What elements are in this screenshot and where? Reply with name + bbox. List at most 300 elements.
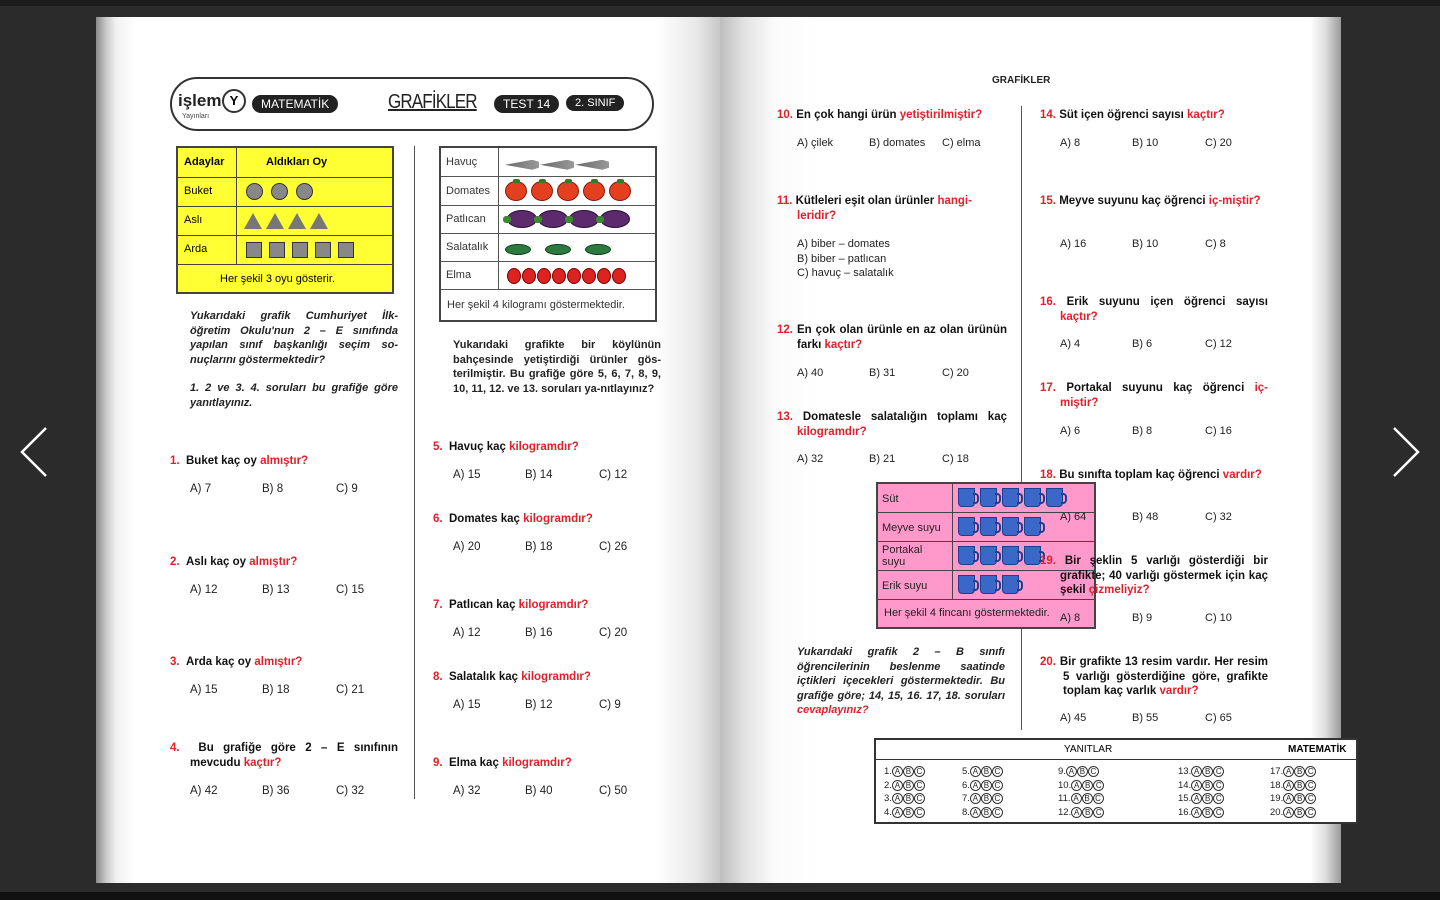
- candidate-name: Aslı: [184, 214, 203, 226]
- answer-bubble[interactable]: C: [1305, 793, 1316, 804]
- option-c: C) 18: [942, 453, 969, 465]
- option-b: B) 18: [525, 541, 553, 553]
- question-number: 10.: [777, 109, 793, 121]
- answer-sheet-title: YANITLAR: [1064, 744, 1113, 755]
- question-number: 3.: [170, 656, 180, 668]
- answer-bubble[interactable]: C: [914, 793, 925, 804]
- square-shapes: [246, 242, 361, 263]
- option-c: C) 65: [1205, 712, 1232, 724]
- cucumber-icon: [545, 244, 571, 255]
- option-c: C) havuç – salatalık: [797, 267, 894, 279]
- option-b: B) 8: [1132, 425, 1153, 437]
- cup-icon: [1046, 488, 1063, 507]
- triangle-icon: [266, 213, 284, 229]
- tomato-icon: [505, 181, 527, 201]
- option-a: A) 40: [797, 367, 824, 379]
- triangle-icon: [288, 213, 306, 229]
- question-number: 8.: [433, 671, 443, 683]
- produce-row: [441, 206, 655, 234]
- answer-bubble[interactable]: C: [1093, 793, 1104, 804]
- answer-number: 9.: [1058, 766, 1066, 777]
- question-text: Bu sınıfta toplam kaç öğrenci: [1059, 469, 1223, 481]
- answer-bubble[interactable]: A: [1191, 807, 1202, 818]
- option-a: A) 15: [190, 684, 218, 696]
- answer-bubble[interactable]: C: [914, 780, 925, 791]
- answer-bubble[interactable]: C: [1305, 766, 1316, 777]
- question-text: Domates kaç: [448, 513, 524, 525]
- option-c: C) 26: [599, 541, 628, 553]
- answer-bubble[interactable]: B: [1294, 793, 1305, 804]
- option-a: A) 32: [453, 785, 481, 797]
- option-b: B) 10: [1132, 238, 1159, 250]
- produce-row: [441, 234, 655, 262]
- question-number: 9.: [433, 757, 443, 769]
- option-c: C) 16: [1205, 425, 1232, 437]
- option-a: A) 8: [1060, 612, 1081, 624]
- question-keyword: vardır?: [1222, 469, 1262, 481]
- votes-instruction: 1. 2 ve 3. 4. soruları bu grafiğe göre yanıtlayınız.: [190, 382, 398, 409]
- question-keyword: yetiştirilmiştir?: [899, 109, 983, 121]
- answer-bubble[interactable]: C: [914, 807, 925, 818]
- question-keyword: kaçtır?: [1187, 109, 1225, 121]
- question-number: 14.: [1040, 109, 1056, 121]
- triangle-icon: [310, 213, 328, 229]
- test-header: [170, 77, 654, 131]
- answer-bubble[interactable]: C: [1305, 807, 1316, 818]
- apple-icon: [507, 268, 521, 284]
- answer-bubble[interactable]: B: [1202, 793, 1213, 804]
- chevron-left-icon: [22, 428, 46, 476]
- right-page-title: GRAFİKLER: [992, 75, 1051, 86]
- cup-icon: [958, 517, 975, 536]
- cucumber-icon: [505, 244, 531, 255]
- answer-bubble[interactable]: A: [1191, 793, 1202, 804]
- answer-row: [884, 806, 925, 819]
- option-a: A) 12: [190, 584, 218, 596]
- answer-bubble[interactable]: C: [992, 780, 1003, 791]
- option-b: B) 13: [262, 584, 290, 596]
- option-a: A) 16: [1060, 238, 1087, 250]
- answer-row: [884, 779, 925, 792]
- tomato-icon: [557, 181, 579, 201]
- cup-shapes: [958, 575, 1024, 599]
- cup-icon: [958, 546, 975, 565]
- option-b: B) 31: [869, 367, 896, 379]
- answer-bubble[interactable]: B: [981, 807, 992, 818]
- question-keyword: kilogramdır?: [521, 671, 591, 683]
- answer-number: 20.: [1270, 806, 1284, 818]
- apple-icon: [597, 268, 611, 284]
- option-b: B) 48: [1132, 511, 1159, 523]
- answer-row: [962, 779, 1003, 792]
- option-a: A) 8: [1060, 137, 1081, 149]
- option-b: B) 16: [525, 627, 553, 639]
- option-c: C) 20: [942, 367, 969, 379]
- question-keyword: vardır?: [1159, 685, 1199, 697]
- answer-sheet-subject: MATEMATİK: [1288, 744, 1347, 755]
- cup-icon: [958, 575, 975, 594]
- option-a: A) 32: [797, 453, 824, 465]
- question-text: Patlıcan kaç: [448, 599, 519, 611]
- answer-bubble[interactable]: B: [903, 807, 914, 818]
- subject-pill: MATEMATİK: [252, 95, 338, 113]
- answer-bubble[interactable]: A: [970, 793, 981, 804]
- next-page-button[interactable]: [1386, 422, 1426, 482]
- question-text: Domatesle salatalığın toplamı kaç: [802, 411, 1007, 423]
- brand-logo: işlem: [178, 91, 222, 110]
- apple-icon: [582, 268, 596, 284]
- cucumber-shapes: [505, 242, 625, 260]
- option-b: B) 40: [525, 785, 553, 797]
- tomato-icon: [583, 181, 605, 201]
- drink-name: Erik suyu: [882, 580, 928, 592]
- brand-subtitle: Yayınları: [182, 113, 210, 120]
- answer-bubble[interactable]: B: [903, 780, 914, 791]
- eggplant-shapes: [507, 210, 631, 233]
- carrot-icon: [540, 160, 574, 170]
- tomato-icon: [609, 181, 631, 201]
- answer-bubble[interactable]: C: [992, 766, 1003, 777]
- question-text: Kütleleri eşit olan ürünler: [795, 195, 938, 207]
- question-keyword: almıştır?: [260, 455, 309, 467]
- drinks-description-text: Yukarıdaki grafik 2 – B sınıfı öğrencilerinin beslenme saatinde içtikleri içecekleri göstermektedir. Bu grafiğe göre; 14, 15, 16. 17, 18. soruları: [797, 646, 1005, 702]
- votes-pictograph: [176, 146, 394, 294]
- answer-row: [1178, 792, 1224, 805]
- answer-number: 16.: [1178, 806, 1192, 818]
- answer-bubble[interactable]: A: [1066, 766, 1077, 777]
- drink-name: Portakal suyu: [882, 544, 923, 568]
- question-text: Buket kaç oy: [185, 455, 261, 467]
- option-c: C) 10: [1205, 612, 1232, 624]
- votes-header-candidates: Adaylar: [184, 156, 225, 168]
- produce-row: [441, 148, 655, 177]
- answer-bubble[interactable]: A: [892, 807, 903, 818]
- question-text: En çok olan ürünle en az olan ürünün farkı: [797, 324, 1007, 351]
- drinks-row: [878, 484, 1094, 513]
- option-c: C) 21: [336, 684, 365, 696]
- answer-row: [1270, 806, 1316, 819]
- triangle-icon: [244, 213, 262, 229]
- question-number: 15.: [1040, 195, 1056, 207]
- produce-name: Elma: [446, 269, 472, 281]
- triangle-shapes: [244, 213, 332, 234]
- answer-bubble[interactable]: A: [970, 766, 981, 777]
- answer-row: [962, 806, 1003, 819]
- right-page: [720, 17, 1347, 883]
- answer-bubble[interactable]: B: [903, 793, 914, 804]
- question-text: Aslı kaç oy: [185, 556, 250, 568]
- answer-bubble[interactable]: C: [1088, 766, 1099, 777]
- question-number: 12.: [777, 324, 793, 336]
- tomato-shapes: [505, 181, 635, 206]
- question-text: Bir grafikte 13 resim vardır. Her resim 5 varlığı gösterdiğine göre, grafikte toplam kaç varlık: [1059, 656, 1268, 697]
- answer-bubble[interactable]: B: [1294, 780, 1305, 791]
- answer-bubble[interactable]: B: [981, 780, 992, 791]
- option-b: B) 18: [262, 684, 290, 696]
- option-b: B) domates: [869, 137, 926, 149]
- option-c: C) 50: [599, 785, 628, 797]
- answer-row: [1270, 792, 1316, 805]
- answer-row: [1270, 779, 1316, 792]
- produce-name: Domates: [446, 185, 491, 197]
- answer-number: 6.: [962, 779, 970, 791]
- column-divider: [1021, 106, 1022, 730]
- answer-bubble[interactable]: A: [1283, 793, 1294, 804]
- question-text: Havuç kaç: [448, 441, 510, 453]
- answer-bubble[interactable]: A: [892, 793, 903, 804]
- option-b: B) 21: [869, 453, 896, 465]
- circle-icon: [296, 183, 313, 200]
- option-c: C) 9: [336, 483, 358, 495]
- square-icon: [246, 242, 262, 258]
- cup-icon: [1002, 546, 1019, 565]
- viewer-bottom-bar: [0, 892, 1440, 900]
- cup-shapes: [958, 517, 1046, 541]
- question-text: Portakal suyunu kaç öğrenci: [1066, 382, 1255, 394]
- answer-bubble[interactable]: C: [1213, 780, 1224, 791]
- apple-icon: [612, 268, 626, 284]
- question-keyword: kilogramdır?: [518, 599, 589, 611]
- answer-bubble[interactable]: A: [892, 766, 903, 777]
- left-page: [96, 17, 720, 883]
- option-b: B) 36: [262, 785, 290, 797]
- cup-icon: [1002, 488, 1019, 507]
- question-text: En çok hangi ürün: [796, 109, 900, 121]
- cup-icon: [980, 488, 997, 507]
- answer-bubble[interactable]: B: [981, 766, 992, 777]
- square-icon: [292, 242, 308, 258]
- apple-icon: [567, 268, 581, 284]
- square-icon: [338, 242, 354, 258]
- option-b: B) 8: [262, 483, 284, 495]
- answer-bubble[interactable]: B: [903, 766, 914, 777]
- apple-icon: [537, 268, 551, 284]
- answer-bubble[interactable]: B: [1202, 766, 1213, 777]
- answer-bubble[interactable]: B: [1202, 780, 1213, 791]
- answer-number: 3.: [884, 793, 892, 804]
- question-number: 20.: [1040, 656, 1056, 668]
- option-c: C) 8: [1205, 238, 1226, 250]
- answer-number: 4.: [884, 806, 892, 818]
- cup-icon: [1002, 575, 1019, 594]
- answer-row: [962, 765, 1003, 778]
- answer-bubble[interactable]: A: [1071, 793, 1082, 804]
- eggplant-icon: [507, 210, 537, 228]
- question-number: 17.: [1040, 382, 1056, 394]
- option-b: B) 14: [525, 469, 553, 481]
- answer-number: 18.: [1270, 779, 1284, 791]
- answer-bubble[interactable]: A: [1191, 780, 1202, 791]
- answer-row: [962, 792, 1003, 805]
- carrot-shapes: [505, 156, 610, 174]
- answer-number: 11.: [1058, 793, 1071, 804]
- question-text: Elma kaç: [448, 757, 503, 769]
- circle-icon: [246, 183, 263, 200]
- cup-icon: [1024, 517, 1041, 536]
- option-a: A) 4: [1060, 338, 1081, 350]
- answer-bubble[interactable]: A: [970, 807, 981, 818]
- votes-row: [178, 236, 392, 265]
- option-b: B) biber – patlıcan: [797, 252, 887, 265]
- answer-row: [1058, 765, 1099, 778]
- answer-bubble[interactable]: B: [981, 793, 992, 804]
- question-number: 13.: [777, 411, 793, 423]
- votes-description: Yukarıdaki grafik Cumhuriyet İlk-öğretim Okulu'nun 2 – E sınıfında yapılan sınıf başkanlığı seçim so-nuçlarını göstermektedir?: [190, 310, 398, 366]
- question-keyword: hangi-leridir?: [797, 195, 972, 222]
- question-keyword: kilogramdır?: [502, 757, 572, 769]
- option-b: B) 9: [1132, 612, 1153, 624]
- question-keyword: kaçtır?: [824, 338, 863, 351]
- produce-name: Salatalık: [446, 241, 489, 253]
- question-keyword: iç-miştir?: [1208, 195, 1261, 207]
- answer-bubble[interactable]: B: [1082, 793, 1093, 804]
- square-icon: [269, 242, 285, 258]
- answer-bubble[interactable]: C: [1213, 807, 1224, 818]
- option-b: B) 10: [1132, 137, 1159, 149]
- question-keyword: çizmeliyiz?: [1088, 584, 1150, 596]
- option-b: B) 55: [1132, 712, 1159, 724]
- answer-bubble[interactable]: A: [1071, 807, 1082, 818]
- answer-bubble[interactable]: A: [1191, 766, 1202, 777]
- produce-pictograph: [439, 146, 657, 322]
- eggplant-icon: [569, 210, 599, 228]
- option-c: C) elma: [942, 137, 981, 149]
- answer-number: 7.: [962, 793, 970, 804]
- produce-name: Patlıcan: [446, 213, 486, 225]
- question-text: Bir şeklin 5 varlığı gösterdiği bir grafikte; 40 varlığı göstermek için kaç şekil: [1060, 555, 1268, 596]
- eggplant-icon: [600, 210, 630, 228]
- option-a: A) çilek: [797, 137, 834, 149]
- question-text: Süt içen öğrenci sayısı: [1059, 109, 1188, 121]
- question-keyword: kilogramdır?: [797, 425, 867, 438]
- answer-bubble[interactable]: C: [992, 793, 1003, 804]
- answer-bubble[interactable]: A: [1283, 766, 1294, 777]
- cup-icon: [980, 517, 997, 536]
- chevron-right-icon: [1394, 428, 1418, 476]
- cup-shapes: [958, 488, 1068, 512]
- answer-number: 12.: [1058, 806, 1072, 818]
- question-keyword: kaçtır?: [243, 756, 282, 769]
- question-number: 16.: [1040, 296, 1056, 308]
- votes-row: [178, 207, 392, 236]
- answer-bubble[interactable]: B: [1202, 807, 1213, 818]
- answer-bubble[interactable]: C: [1213, 793, 1224, 804]
- answer-row: [884, 792, 925, 805]
- option-a: A) 20: [453, 541, 481, 553]
- cup-icon: [980, 575, 997, 594]
- option-a: A) 42: [190, 785, 218, 797]
- answer-number: 5.: [962, 766, 970, 777]
- answer-bubble[interactable]: C: [1093, 780, 1104, 791]
- previous-page-button[interactable]: [14, 422, 54, 482]
- drink-name: Süt: [882, 493, 899, 505]
- drink-name: Meyve suyu: [882, 522, 941, 534]
- topic-title: GRAFİKLER: [388, 91, 477, 113]
- cup-icon: [1024, 546, 1041, 565]
- candidate-name: Arda: [184, 243, 208, 255]
- option-c: C) 20: [599, 627, 628, 639]
- answer-bubble[interactable]: B: [1294, 807, 1305, 818]
- question-number: 18.: [1040, 469, 1056, 481]
- answer-bubble[interactable]: A: [892, 780, 903, 791]
- answer-bubble[interactable]: C: [1213, 766, 1224, 777]
- answer-number: 13.: [1178, 766, 1192, 777]
- cup-icon: [1002, 517, 1019, 536]
- apple-shapes: [507, 268, 627, 289]
- drinks-description-keyword: cevaplayınız?: [797, 704, 869, 716]
- option-c: C) 20: [1205, 137, 1232, 149]
- question-number: 4.: [170, 742, 180, 754]
- answer-bubble[interactable]: A: [1071, 780, 1082, 791]
- cup-icon: [980, 546, 997, 565]
- option-c: C) 15: [336, 584, 365, 596]
- question-text: Bu grafiğe göre 2 – E sınıfının mevcudu: [190, 742, 399, 769]
- answer-bubble[interactable]: A: [1283, 807, 1294, 818]
- answer-number: 15.: [1178, 793, 1192, 804]
- answer-bubble[interactable]: C: [1305, 780, 1316, 791]
- answer-row: [1178, 806, 1224, 819]
- question-keyword: almıştır?: [249, 556, 298, 568]
- question-number: 11.: [777, 195, 793, 207]
- grade-pill: 2. SINIF: [566, 95, 624, 111]
- answer-row: [1058, 792, 1104, 805]
- eggplant-icon: [538, 210, 568, 228]
- answer-bubble[interactable]: C: [1093, 807, 1104, 818]
- option-a: A) 64: [1060, 511, 1087, 523]
- option-c: C) 32: [1205, 511, 1232, 523]
- answer-bubble[interactable]: A: [1283, 780, 1294, 791]
- answer-row: [884, 765, 925, 778]
- answer-sheet: [874, 738, 1358, 824]
- carrot-icon: [575, 160, 609, 170]
- option-c: C) 12: [1205, 338, 1232, 350]
- produce-row: [441, 177, 655, 206]
- votes-legend: Her şekil 3 oyu gösterir.: [220, 273, 335, 285]
- column-divider: [414, 146, 415, 799]
- answer-bubble[interactable]: C: [914, 766, 925, 777]
- answer-number: 10.: [1058, 779, 1072, 791]
- answer-row: [1270, 765, 1316, 778]
- answer-bubble[interactable]: B: [1294, 766, 1305, 777]
- option-a: A) 15: [453, 469, 481, 481]
- answer-bubble[interactable]: A: [970, 780, 981, 791]
- question-number: 19.: [1040, 555, 1056, 567]
- produce-row: [441, 262, 655, 290]
- answer-row: [1058, 806, 1104, 819]
- cup-icon: [1024, 488, 1041, 507]
- option-c: C) 9: [599, 699, 621, 711]
- answer-number: 8.: [962, 806, 970, 818]
- votes-row: [178, 178, 392, 207]
- test-number-pill: TEST 14: [494, 95, 559, 113]
- answer-bubble[interactable]: B: [1077, 766, 1088, 777]
- answer-bubble[interactable]: B: [1082, 780, 1093, 791]
- question-number: 2.: [170, 556, 180, 568]
- answer-bubble[interactable]: C: [992, 807, 1003, 818]
- viewer-top-bar: [0, 0, 1440, 6]
- answer-bubble[interactable]: B: [1082, 807, 1093, 818]
- question-number: 1.: [170, 455, 180, 467]
- question-text: Salatalık kaç: [448, 671, 522, 683]
- option-b: B) 6: [1132, 338, 1153, 350]
- answer-row: [1178, 765, 1224, 778]
- drinks-description: [797, 645, 1005, 718]
- option-c: C) 32: [336, 785, 365, 797]
- option-a: A) 45: [1060, 712, 1087, 724]
- votes-header-votes: Aldıkları Oy: [266, 156, 328, 168]
- carrot-icon: [505, 160, 539, 170]
- option-b: B) 12: [525, 699, 553, 711]
